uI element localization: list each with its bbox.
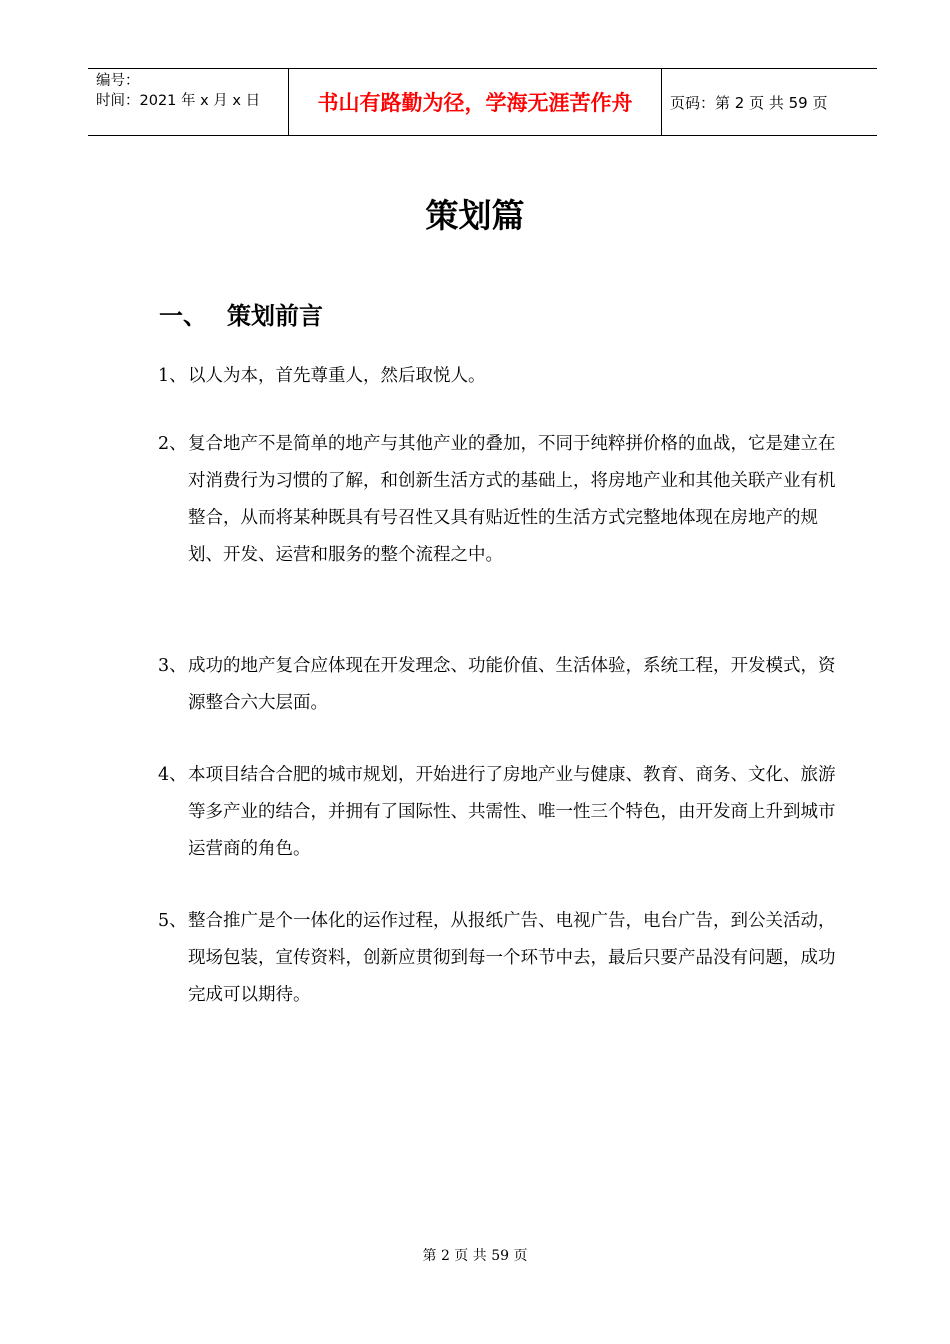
list-item bbox=[158, 757, 838, 868]
item-number: 2、 bbox=[158, 434, 187, 454]
section-number: 一、 bbox=[159, 302, 207, 330]
item-number: 4、 bbox=[158, 765, 187, 785]
time-label: 时间：2021 年 x 月 x 日 bbox=[96, 93, 261, 109]
item-text: 本项目结合合肥的城市规划，开始进行了房地产业与健康、教育、商务、文化、旅游等多产业的结合，并拥有了国际性、共需性、唯一性三个特色，由开发商上升到城市运营商的角色。 bbox=[188, 765, 836, 859]
page-header bbox=[88, 68, 877, 136]
page-title: 策划篇 bbox=[425, 196, 525, 235]
item-text: 以人为本，首先尊重人，然后取悦人。 bbox=[188, 366, 486, 386]
list-item bbox=[158, 426, 838, 574]
item-text: 复合地产不是简单的地产与其他产业的叠加，不同于纯粹拼价格的血战，它是建立在对消费行为习惯的了解，和创新生活方式的基础上，将房地产业和其他关联产业有机整合，从而将某种既具有号召性又具有贴近性的生活方式完整地体现在房地产的规划、开发、运营和服务的整个流程之中。 bbox=[188, 434, 836, 565]
page-footer: 第 2 页 共 59 页 bbox=[422, 1248, 528, 1264]
item-text: 成功的地产复合应体现在开发理念、功能价值、生活体验，系统工程，开发模式，资源整合六大层面。 bbox=[188, 656, 836, 713]
item-number: 5、 bbox=[158, 911, 187, 931]
serial-label: 编号： bbox=[96, 73, 140, 89]
header-motto: 书山有路勤为径，学海无涯苦作舟 bbox=[288, 69, 662, 135]
list-item bbox=[158, 648, 838, 722]
item-number: 3、 bbox=[158, 656, 187, 676]
list-item bbox=[158, 358, 838, 395]
item-text: 整合推广是个一体化的运作过程，从报纸广告、电视广告，电台广告，到公关活动，现场包装，宣传资料，创新应贯彻到每一个环节中去，最后只要产品没有问题，成功完成可以期待。 bbox=[188, 911, 836, 1005]
list-item bbox=[158, 903, 838, 1014]
header-page-info: 页码：第 2 页 共 59 页 bbox=[670, 93, 828, 112]
section-heading bbox=[159, 296, 323, 331]
section-title: 策划前言 bbox=[227, 302, 323, 330]
header-meta bbox=[88, 69, 288, 135]
item-number: 1、 bbox=[158, 366, 187, 386]
